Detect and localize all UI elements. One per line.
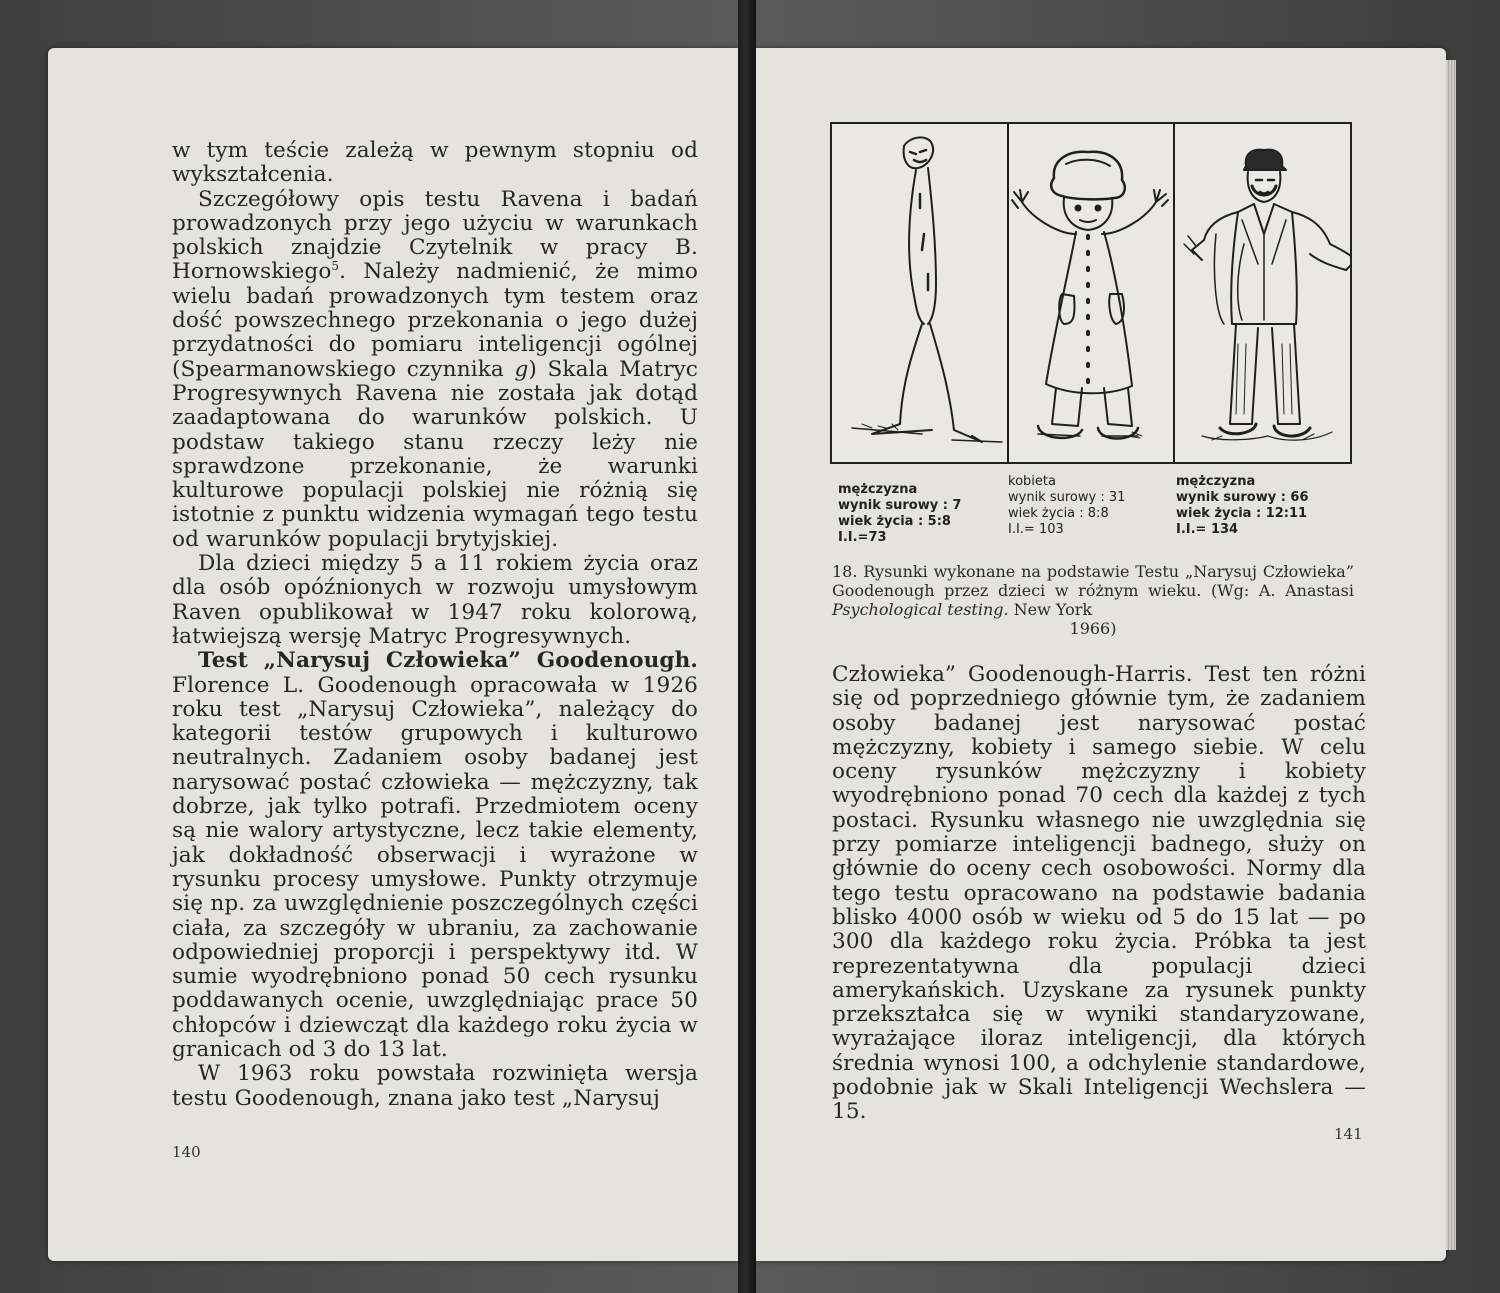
paragraph-children: Dla dzieci między 5 a 11 rokiem życia oraz dla osób opóźnionych w rozwoju umysłowym Raven opublikował w 1947 roku kolorową, łatwiejszą wersję Matryc Progresywnych.: [172, 551, 698, 649]
panel-1-raw-score: wynik surowy : 7: [838, 498, 962, 513]
panel-3-raw-score: wynik surowy : 66: [1176, 490, 1309, 505]
paragraph-1963: W 1963 roku powstała rozwinięta wersja testu Goodenough, znana jako test „Narysuj: [172, 1061, 698, 1111]
panel-1-age: wiek życia : 5:8: [838, 514, 951, 529]
panel-1-iq: I.I.=73: [838, 530, 887, 545]
panel-3-title: mężczyzna: [1176, 474, 1256, 489]
figure-label-panel-3: [1176, 474, 1309, 538]
paragraph-raven-middle: . Należy nadmienić, że mimo wielu badań prowadzonych tym testem oraz dość powszechnego przekonania o jego dużej przydatności do pomiaru inteligencji ogólnej (Spearmanowskiego czynnika: [172, 259, 698, 382]
panel-3-age: wiek życia : 12:11: [1176, 506, 1308, 521]
caption-text: 18. Rysunki wykonane na podstawie Testu „Narysuj Człowieka” Goodenough przez dzieci w różnym wieku. (Wg: A. Anastasi: [832, 562, 1354, 600]
page-number-left: 140: [172, 1143, 201, 1161]
paragraph-raven-start: Szczegółowy opis testu Ravena i badań prowadzonych przy jego użyciu w warunkach polskich znajdzie Czytelnik w pracy B. Hornowskiego: [172, 186, 698, 285]
page-number-right: 141: [1334, 1125, 1363, 1143]
drawing-child-man: [852, 137, 1002, 442]
left-page-text: [172, 139, 698, 1111]
caption-year: 1966): [1069, 619, 1117, 638]
panel-2-raw-score: wynik surowy : 31: [1008, 490, 1126, 505]
paragraph-raven-end: ) Skala Matryc Progresywnych Ravena nie została jak dotąd zaadaptowana do warunków polskich. U podstaw takiego stanu rzeczy leży nie sprawdzone przekonanie, że warunki kulturowe populacji polskiej nie różnią się istotnie z punktu widzenia wymagań tego testu od warunków populacji brytyjskiej.: [172, 356, 698, 552]
factor-g: g: [514, 356, 529, 382]
figure-drawings: [830, 122, 1352, 464]
book-gutter: [738, 0, 756, 1293]
panel-2-age: wiek życia : 8:8: [1008, 506, 1109, 521]
drawings-illustration: [832, 124, 1350, 462]
page-edges: [1446, 60, 1456, 1250]
panel-2-title: kobieta: [1008, 474, 1056, 489]
figure-label-panel-1: [838, 482, 961, 546]
figure-label-panel-2: [1008, 474, 1125, 538]
caption-book-title: Psychological testing.: [832, 600, 1009, 619]
drawing-adult-man: [1184, 150, 1350, 440]
section-heading: Test „Narysuj Człowieka” Goodenough.: [198, 648, 698, 674]
paragraph-goodenough-body: Florence L. Goodenough opracowała w 1926 roku test „Narysuj Człowieka”, należący do kategorii testów grupowych i kulturowo neutralnych. Zadaniem osoby badanej jest narysować postać człowieka — mężczyzny, tak dobrze, jak tylko potrafi. Przedmiotem oceny są nie walory artystyczne, lecz takie elementy, jak dokładność obserwacji i wyrażone w rysunku procesy umysłowe. Punkty otrzymuje się np. za uwzględnienie poszczególnych części ciała, za szczegóły w ubraniu, za zachowanie odpowiedniej proporcji i perspektywy itd. W sumie wyodrębniono ponad 50 cech rysunku poddawanych ocenie, uwzględniając prace 50 chłopców i dziewcząt dla każdego roku życia w granicach od 3 do 13 lat.: [172, 672, 698, 1062]
right-page-text: [832, 663, 1366, 1125]
footnote-ref: 5: [331, 259, 340, 274]
paragraph-raven: [172, 188, 698, 552]
caption-place: New York: [1008, 600, 1093, 619]
drawing-child-woman: [1012, 152, 1168, 439]
paragraph-continuation: w tym teście zależą w pewnym stopniu od wykształcenia.: [172, 138, 698, 188]
panel-1-title: mężczyzna: [838, 482, 918, 497]
paragraph-goodenough-harris: Człowieka” Goodenough-Harris. Test ten różni się od poprzedniego głównie tym, że zadaniem osoby badanej jest narysować postać mężczyzny, kobiety i samego siebie. W celu oceny rysunków mężczyzny i kobiety wyodrębniono ponad 70 cech dla każdej z tych postaci. Rysunku własnego nie uwzględnia się przy pomiarze inteligencji badnego, służy on głównie do oceny cech osobowości. Normy dla tego testu opracowano na podstawie badania blisko 4000 osób w wieku od 5 do 15 lat — po 300 dla każdego roku życia. Próbka ta jest reprezentatywna dla populacji dzieci amerykańskich. Uzyskane za rysunek punkty przekształca się w wyniki standaryzowane, wyrażające iloraz inteligencji, dla których średnia wynosi 100, a odchylenie standardowe, podobnie jak w Skali Inteligencji Wechslera — 15.: [832, 662, 1366, 1125]
figure-caption: [832, 562, 1354, 638]
paragraph-goodenough: [172, 649, 698, 1062]
panel-3-iq: I.I.= 134: [1176, 522, 1239, 537]
panel-2-iq: I.I.= 103: [1008, 522, 1064, 537]
